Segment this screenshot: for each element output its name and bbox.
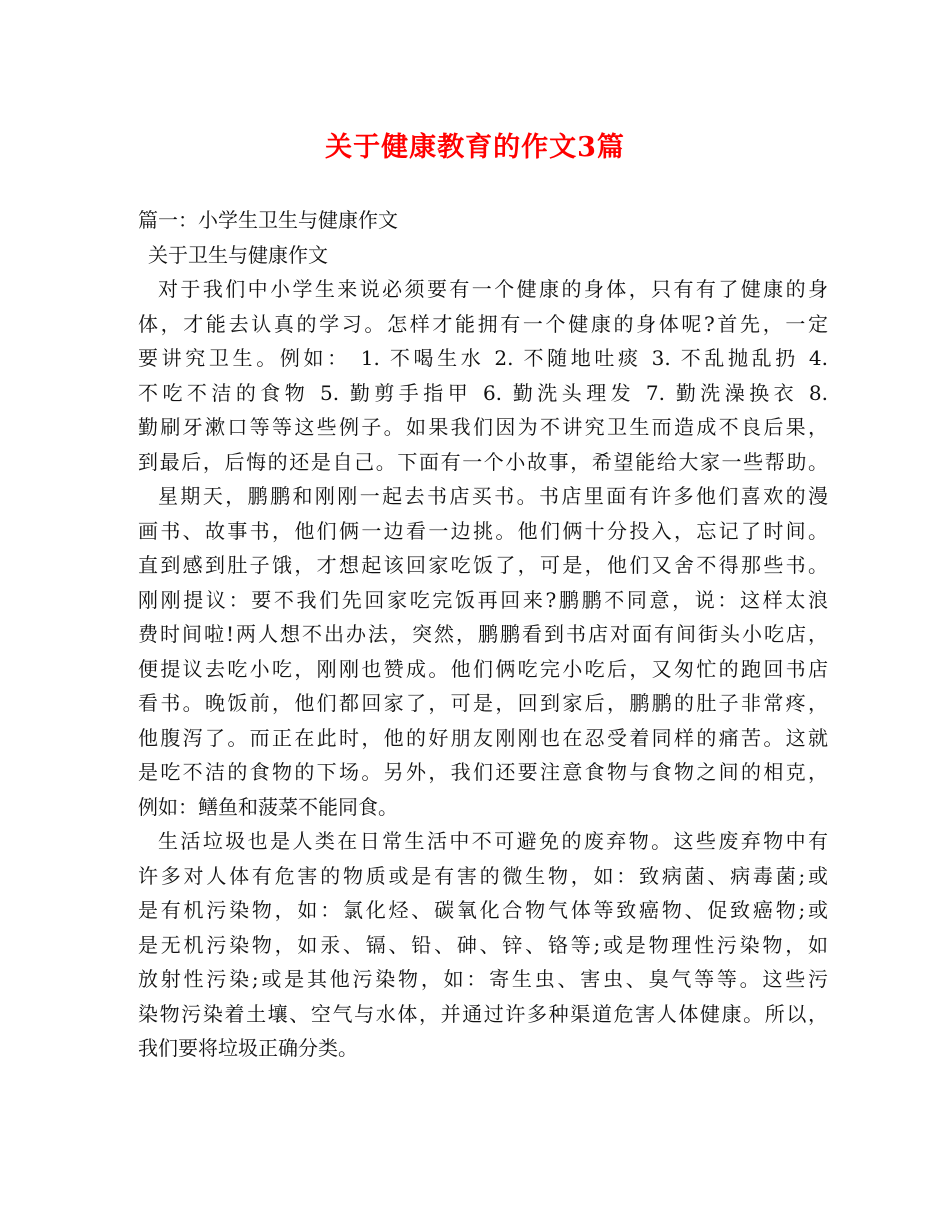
paragraph-line: 到最后，后悔的还是自己。下面有一个小故事，希望能给大家一些帮助。	[138, 449, 828, 474]
paragraph-line: 染物污染着土壤、空气与水体，并通过许多种渠道危害人体健康。所以，	[138, 1001, 828, 1026]
paragraph-line: 看书。晚饭前，他们都回家了，可是，回到家后，鹏鹏的肚子非常疼，	[138, 691, 828, 715]
paragraph-first-line: 星期天，鹏鹏和刚刚一起去书店买书。书店里面有许多他们喜欢的漫	[158, 484, 828, 508]
paragraph-line: 要讲究卫生。例如： 1. 不喝生水 2. 不随地吐痰 3. 不乱抛乱扔 4.	[138, 346, 828, 370]
paragraph-line: 是吃不洁的食物的下场。另外，我们还要注意食物与食物之间的相克，	[138, 760, 828, 784]
paragraph-first-line: 生活垃圾也是人类在日常生活中不可避免的废弃物。这些废弃物中有	[158, 829, 828, 853]
paragraph-line: 放射性污染;或是其他污染物，如：寄生虫、害虫、臭气等等。这些污	[138, 967, 828, 991]
paragraph-line: 许多对人体有危害的物质或是有害的微生物，如：致病菌、病毒菌;或	[138, 863, 828, 888]
paragraph-line: 不吃不洁的食物 5. 勤剪手指甲 6. 勤洗头理发 7. 勤洗澡换衣 8.	[138, 380, 828, 405]
paragraph-line: 便提议去吃小吃，刚刚也赞成。他们俩吃完小吃后，又匆忙的跑回书店	[138, 656, 828, 681]
paragraph-line: 是有机污染物，如：氯化烃、碳氧化合物气体等致癌物、促致癌物;或	[138, 898, 828, 922]
paragraph-line: 费时间啦!两人想不出办法，突然，鹏鹏看到书店对面有间街头小吃店，	[138, 622, 828, 646]
page-title: 关于健康教育的作文3篇	[325, 132, 625, 163]
paragraph-line: 是无机污染物，如汞、镉、铅、砷、锌、铬等;或是物理性污染物，如	[138, 932, 828, 957]
paragraph-line: 刚刚提议：要不我们先回家吃完饭再回来?鹏鹏不同意，说：这样太浪	[138, 587, 828, 612]
paragraph-line: 体，才能去认真的学习。怎样才能拥有一个健康的身体呢?首先，一定	[138, 311, 828, 336]
paragraph-first-line: 对于我们中小学生来说必须要有一个健康的身体，只有有了健康的身	[158, 277, 828, 301]
paragraph-last-line: 我们要将垃圾正确分类。	[138, 1036, 358, 1060]
paragraph-line: 画书、故事书，他们俩一边看一边挑。他们俩十分投入，忘记了时间。	[138, 518, 828, 543]
paragraph-last-line: 例如：鳝鱼和菠菜不能同食。	[138, 794, 398, 819]
section-heading: 篇一：小学生卫生与健康作文	[138, 208, 398, 232]
paragraph-line: 他腹泻了。而正在此时，他的好朋友刚刚也在忍受着同样的痛苦。这就	[138, 725, 828, 750]
section-subheading: 关于卫生与健康作文	[148, 242, 328, 267]
paragraph-line: 勤刷牙漱口等等这些例子。如果我们因为不讲究卫生而造成不良后果，	[138, 415, 828, 439]
paragraph-line: 直到感到肚子饿，才想起该回家吃饭了，可是，他们又舍不得那些书。	[138, 553, 828, 577]
document-body	[138, 203, 828, 1066]
